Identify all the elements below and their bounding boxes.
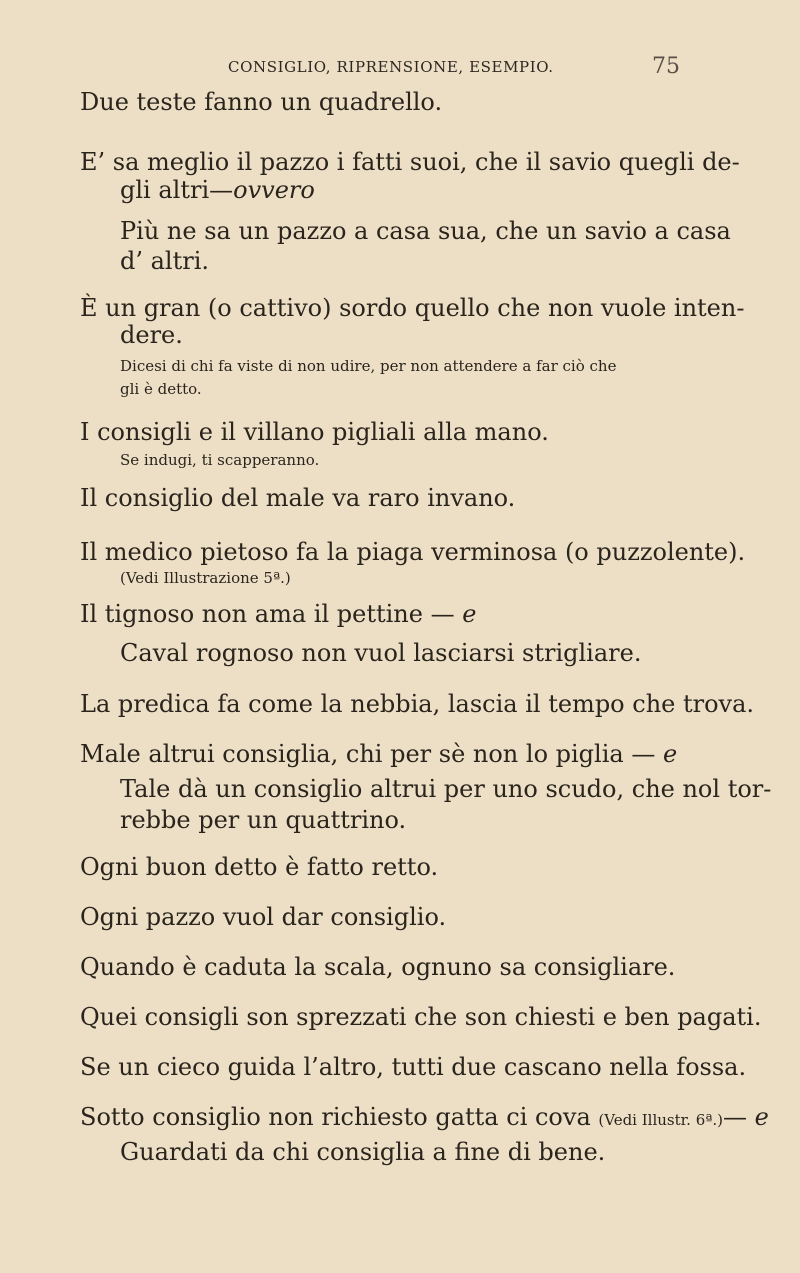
proverb-text: Male altrui consiglia, chi per sè non lo piglia (80, 740, 624, 768)
proverb-line: Quei consigli son sprezzati che son chiesti e ben pagati. (80, 1003, 762, 1031)
proverb-text: Il tignoso non ama il pettine (80, 600, 423, 628)
proverb-line: dere. (120, 321, 183, 349)
proverb-line (80, 294, 744, 322)
proverb-line (80, 740, 677, 768)
running-head: CONSIGLIO, RIPRENSIONE, ESEMPIO. (228, 58, 554, 76)
illustration-reference: (Vedi Illustrazione 5ª.) (120, 569, 291, 587)
proverb-line: E’ sa meglio il pazzo i fatti suoi, che il savio quegli de- (80, 148, 740, 176)
proverb-line: d’ altri. (120, 247, 210, 275)
proverb-text: gli altri (120, 176, 210, 204)
proverb-line: Guardati da chi consiglia a fine di bene. (120, 1138, 606, 1166)
proverb-line: La predica fa come la nebbia, lascia il tempo che trova. (80, 690, 755, 718)
connector-e: e (754, 1103, 769, 1131)
em-dash: — (430, 600, 455, 628)
page-number: 75 (652, 54, 680, 79)
proverb-line: Più ne sa un pazzo a casa sua, che un savio a casa (120, 217, 731, 245)
proverb-line: rebbe per un quattrino. (120, 806, 407, 834)
proverb-line: Ogni pazzo vuol dar consiglio. (80, 903, 447, 931)
proverb-line (80, 600, 476, 628)
proverb-line: I consigli e il villano pigliali alla mano. (80, 418, 549, 446)
explanation-line: gli è detto. (120, 380, 202, 398)
em-dash: — (209, 176, 234, 204)
proverb-line: Caval rognoso non vuol lasciarsi strigliare. (120, 639, 642, 667)
proverb-line: Due teste fanno un quadrello. (80, 88, 443, 116)
connector-e: e (462, 600, 477, 628)
explanation-line: Dicesi di chi fa viste di non udire, per non attendere a far ciò che (120, 357, 617, 375)
proverb-line: Se un cieco guida l’altro, tutti due cascano nella fossa. (80, 1053, 747, 1081)
connector-ovvero: ovvero (233, 176, 315, 204)
explanation-line: Se indugi, ti scapperanno. (120, 451, 320, 469)
proverb-line: Tale dà un consiglio altrui per uno scudo, che nol tor- (120, 775, 772, 803)
proverb-line: Ogni buon detto è fatto retto. (80, 853, 439, 881)
proverb-line: Il consiglio del male va raro invano. (80, 484, 516, 512)
connector-e: e (662, 740, 678, 768)
proverb-line: Il medico pietoso fa la piaga verminosa (o puzzolente). (80, 538, 746, 566)
proverb-text: Sotto consiglio non richiesto gatta ci cova (80, 1103, 591, 1131)
proverb-line: Quando è caduta la scala, ognuno sa consigliare. (80, 953, 676, 981)
proverb-line (80, 1103, 769, 1131)
proverb-text: È un gran (o cattivo) sordo quello che non vuole inten- (80, 294, 745, 322)
proverb-line (120, 176, 315, 204)
em-dash: — (631, 740, 656, 768)
illustration-reference: (Vedi Illustr. 6ª.) (598, 1111, 723, 1129)
em-dash: — (723, 1103, 747, 1131)
